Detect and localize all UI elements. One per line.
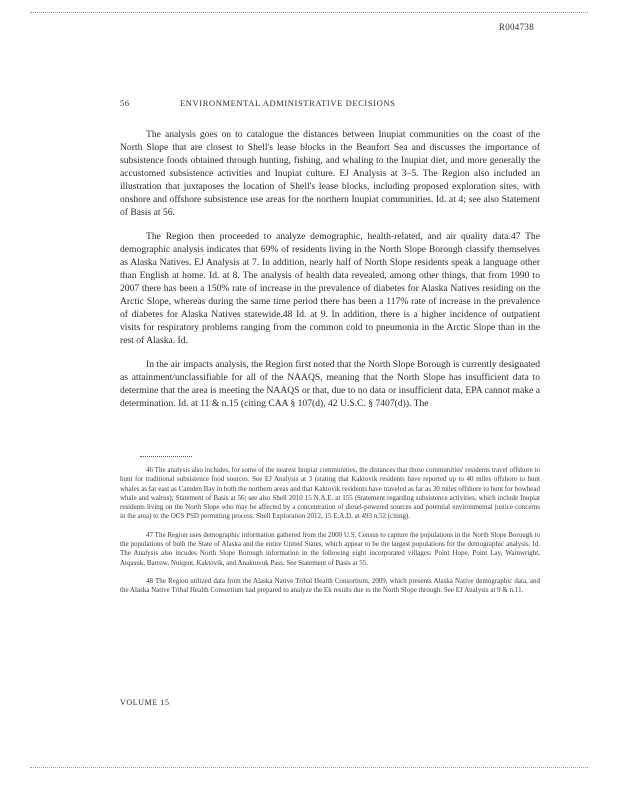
body-text: [120, 128, 540, 421]
scan-bottom-edge: [30, 767, 588, 768]
running-head: [120, 98, 540, 108]
paragraph: The analysis goes on to catalogue the distances between Inupiat communities on the coast of the North Slope that are closest to Shell's lease blocks in the Beaufort Sea and discusses the importance of subsistence foods obtained through hunting, fishing, and whaling to the Inupiat diet, and more generally the accustomed subsistence activities and Inupiat culture. EJ Analysis at 3–5. The Region also included an illustration that juxtaposes the location of Shell's lease blocks, including proposed exploration sites, with onshore and offshore subsistence use areas for the northern Inupiat communities. Id. at 4; see also Statement of Basis at 56.: [120, 129, 540, 218]
footnote: 46 The analysis also includes, for some of the nearest Inupiat communities, the distances that those communities' residents travel offshore to hunt for traditional subsistence food sources. See EJ Analysis at 3 (stating that Kaktovik residents have reported up to 40 miles offshore to hunt whales as far east as Camden Bay in both the northern areas and that Kaktovik residents have traveled as far as 30 miles offshore to hunt for bowhead whale and walrus); Statement of Basis at 56; see also Shell 2010 15 N.A.E. at 155 (Statement regarding subsistence activities, which include Inupiat residents living on the North Slope who may be affected by a concentration of diesel-powered sources and potential environmental justice concerns in the area) to the OCS PSD permitting process. Shell Exploration 2012, 15 E.A.D. at 493 n.52 (citing).: [120, 466, 540, 521]
page-number: 56: [120, 98, 130, 108]
footnote-separator: [140, 456, 192, 457]
footnote: 48 The Region utilized data from the Alaska Native Tribal Health Consortium, 2009, which presents Alaska Native demographic data, and the Alaska Native Tribal Health Consortium had prepared to analyze the Ek results due to the North Slope through. See EJ Analysis at 9 & n.11.: [120, 576, 540, 595]
document-id: R004738: [498, 22, 534, 32]
footnote: 47 The Region uses demographic information gathered from the 2000 U.S. Census to capture the populations in the North Slope Borough to the populations of both the State of Alaska and the entire United States, which appear to be the largest populations for the demographic analysis. Id. The Analysis also incudes North Slope Borough information in the following eight incorporated villages: Point Hope, Point Lay, Wainwright, Atqasuk, Barrow, Nuiqsut, Kaktovik, and Anaktuvuk Pass. See Statement of Basis at 55.: [120, 530, 540, 567]
running-head-title: ENVIRONMENTAL ADMINISTRATIVE DECISIONS: [180, 98, 396, 108]
paragraph: In the air impacts analysis, the Region first noted that the North Slope Borough is currently designated as attainment/unclassifiable for all of the NAAQS, meaning that the North Slope has insufficient data to determine that the area is meeting the NAAQS or that, due to no data or insufficient data, EPA cannot make a determination. Id. at 11 & n.15 (citing CAA § 107(d), 42 U.S.C. § 7407(d)). The: [120, 359, 540, 409]
paragraph: The Region then proceeded to analyze demographic, health-related, and air quality data.47 The demographic analysis indicates that 69% of residents living in the North Slope Borough classify themselves as Alaska Natives. EJ Analysis at 7. In addition, nearly half of North Slope residents speak a language other than English at home. Id. at 8. The analysis of health data revealed, among other things, that from 1990 to 2007 there has been a 150% rate of increase in the prevalence of diabetes for Alaska Natives residing on the Arctic Slope, whereas during the same time period there has been a 117% rate of increase in the prevalence of diabetes for Alaska Natives statewide.48 Id. at 9. In addition, there is a higher incidence of outpatient visits for respiratory problems ranging from the common cold to pneumonia in the Arctic Slope than in the rest of Alaska. Id.: [120, 231, 540, 346]
volume-label: VOLUME 15: [120, 698, 170, 707]
footnotes: [120, 466, 540, 605]
scan-top-edge: [30, 12, 588, 13]
